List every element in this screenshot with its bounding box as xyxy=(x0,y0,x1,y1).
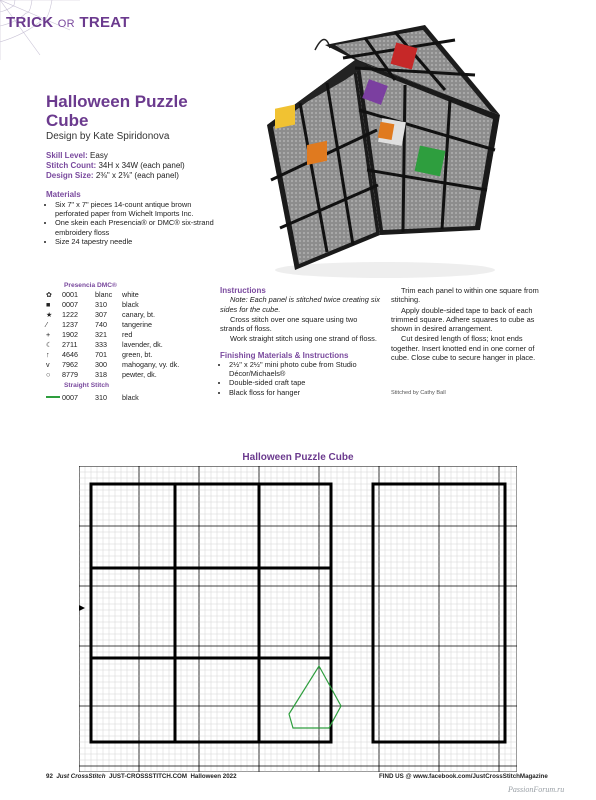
floss-name: black xyxy=(122,393,139,402)
footer-left xyxy=(46,773,237,780)
stitched-by: Stitched by Cathy Ball xyxy=(391,390,446,396)
floss-presencia: 8779 xyxy=(62,370,78,379)
designer-byline: Design by Kate Spiridonova xyxy=(46,131,170,142)
header-treat: TREAT xyxy=(79,14,130,31)
floss-name: lavender, dk. xyxy=(122,340,163,349)
floss-row xyxy=(46,310,155,320)
instructions-paragraph: Cross stitch over one square using two strands of floss. xyxy=(220,314,358,334)
pattern-info xyxy=(46,151,216,246)
floss-symbol: ⁄ xyxy=(46,320,48,329)
floss-name: red xyxy=(122,330,133,339)
floss-name: pewter, dk. xyxy=(122,370,157,379)
header-label xyxy=(6,14,130,31)
floss-presencia: 1902 xyxy=(62,330,78,339)
floss-symbol: ☾ xyxy=(46,340,53,349)
floss-row xyxy=(46,320,152,330)
page-number: 92 xyxy=(46,773,53,780)
floss-dmc: 321 xyxy=(95,330,107,339)
design-size-row xyxy=(46,171,216,181)
watermark: PassionForum.ru xyxy=(508,785,565,794)
design-size-value: 2⅜" x 2⅜" (each panel) xyxy=(95,171,179,180)
finishing-item: • Double-sided craft tape xyxy=(229,378,380,387)
instructions-note: Note: Each panel is stitched twice creating six sides for the cube. xyxy=(220,295,380,314)
instructions-paragraph: Work straight stitch using one strand of floss. xyxy=(230,334,377,344)
floss-dmc: 701 xyxy=(95,350,107,359)
floss-presencia: 1237 xyxy=(62,320,78,329)
floss-dmc: 310 xyxy=(95,300,107,309)
stitch-count-label: Stitch Count: xyxy=(46,161,97,170)
header-trick: TRICK xyxy=(6,14,54,31)
cube-photo xyxy=(255,20,515,280)
floss-presencia: 0001 xyxy=(62,290,78,299)
floss-presencia: 0007 xyxy=(62,393,78,402)
floss-dmc: 310 xyxy=(95,393,107,402)
floss-dmc: 300 xyxy=(95,360,107,369)
finishing-column xyxy=(391,286,551,363)
floss-row xyxy=(46,290,139,300)
magazine-name: Just CrossStitch xyxy=(56,773,106,780)
floss-presencia: 7962 xyxy=(62,360,78,369)
floss-name: canary, bt. xyxy=(122,310,156,319)
floss-presencia: 1222 xyxy=(62,310,78,319)
skill-level-label: Skill Level: xyxy=(46,151,88,160)
magazine-site: JUST-CROSSSTITCH.COM xyxy=(108,773,188,780)
skill-level-value: Easy xyxy=(90,151,108,160)
pattern-chart xyxy=(79,466,517,772)
stitch-count-value: 34H x 34W (each panel) xyxy=(98,161,185,170)
finishing-paragraph: Trim each panel to within one square from stitching. xyxy=(391,286,539,305)
floss-dmc: 318 xyxy=(95,370,107,379)
instructions-column xyxy=(220,286,380,397)
materials-item: • Six 7" x 7" pieces 14-count antique brown perforated paper from Wichelt Imports Inc. xyxy=(55,200,216,218)
finishing-list xyxy=(220,360,380,397)
instructions-heading: Instructions xyxy=(220,286,266,295)
floss-presencia: 2711 xyxy=(62,340,78,349)
floss-col-presencia: Presencia xyxy=(64,282,96,289)
straight-stitch-row xyxy=(46,393,139,403)
floss-name: black xyxy=(122,300,139,309)
floss-presencia: 4646 xyxy=(62,350,78,359)
issue-name: Halloween 2022 xyxy=(190,773,237,780)
floss-symbol: ■ xyxy=(46,300,51,309)
stitch-count-row xyxy=(46,161,216,171)
finishing-item: • 2½" x 2½" mini photo cube from Studio Décor/Michaels® xyxy=(229,360,380,378)
floss-row xyxy=(46,300,139,310)
header-or: OR xyxy=(57,18,75,30)
footer-social: FIND US @ www.facebook.com/JustCrossStitchMagazine xyxy=(379,773,548,780)
floss-name: white xyxy=(122,290,139,299)
materials-item: • Size 24 tapestry needle xyxy=(55,237,216,246)
floss-col-dmc: DMC® xyxy=(97,282,117,289)
floss-row xyxy=(46,350,152,360)
design-size-label: Design Size: xyxy=(46,171,94,180)
floss-row xyxy=(46,330,132,340)
floss-symbol: + xyxy=(46,330,51,339)
straight-stitch-heading: Straight Stitch xyxy=(64,382,110,389)
floss-dmc: 333 xyxy=(95,340,107,349)
floss-name: tangerine xyxy=(122,320,152,329)
finishing-heading: Finishing Materials & Instructions xyxy=(220,350,349,360)
floss-dmc: blanc xyxy=(95,290,113,299)
floss-key-header xyxy=(64,282,117,289)
floss-symbol: v xyxy=(46,360,50,369)
floss-row xyxy=(46,370,157,380)
chart-title: Halloween Puzzle Cube xyxy=(242,452,354,463)
skill-level-row xyxy=(46,151,216,161)
floss-name: green, bt. xyxy=(122,350,153,359)
floss-presencia: 0007 xyxy=(62,300,78,309)
floss-symbol: ○ xyxy=(46,370,51,379)
floss-name: mahogany, vy. dk. xyxy=(122,360,180,369)
straight-line-icon xyxy=(46,393,62,403)
materials-heading: Materials xyxy=(46,190,81,199)
finishing-paragraph: Apply double-sided tape to back of each trimmed square. Adhere squares to cube as shown in desired arrangement. xyxy=(391,305,535,334)
materials-list xyxy=(46,200,216,246)
floss-dmc: 307 xyxy=(95,310,107,319)
floss-row xyxy=(46,360,179,370)
floss-symbol: ★ xyxy=(46,310,53,319)
finishing-item: • Black floss for hanger xyxy=(229,388,380,397)
pattern-title: Halloween Puzzle Cube xyxy=(46,92,188,130)
floss-symbol: ↑ xyxy=(46,350,50,359)
floss-symbol: ✿ xyxy=(46,290,53,299)
floss-row xyxy=(46,340,163,350)
floss-dmc: 740 xyxy=(95,320,107,329)
materials-item: • One skein each Presencia® or DMC® six-strand embroidery floss xyxy=(55,218,216,236)
finishing-paragraph: Cut desired length of floss; knot ends together. Insert knotted end in one corner of cube. Close cube to secure hanger in place. xyxy=(391,334,536,363)
